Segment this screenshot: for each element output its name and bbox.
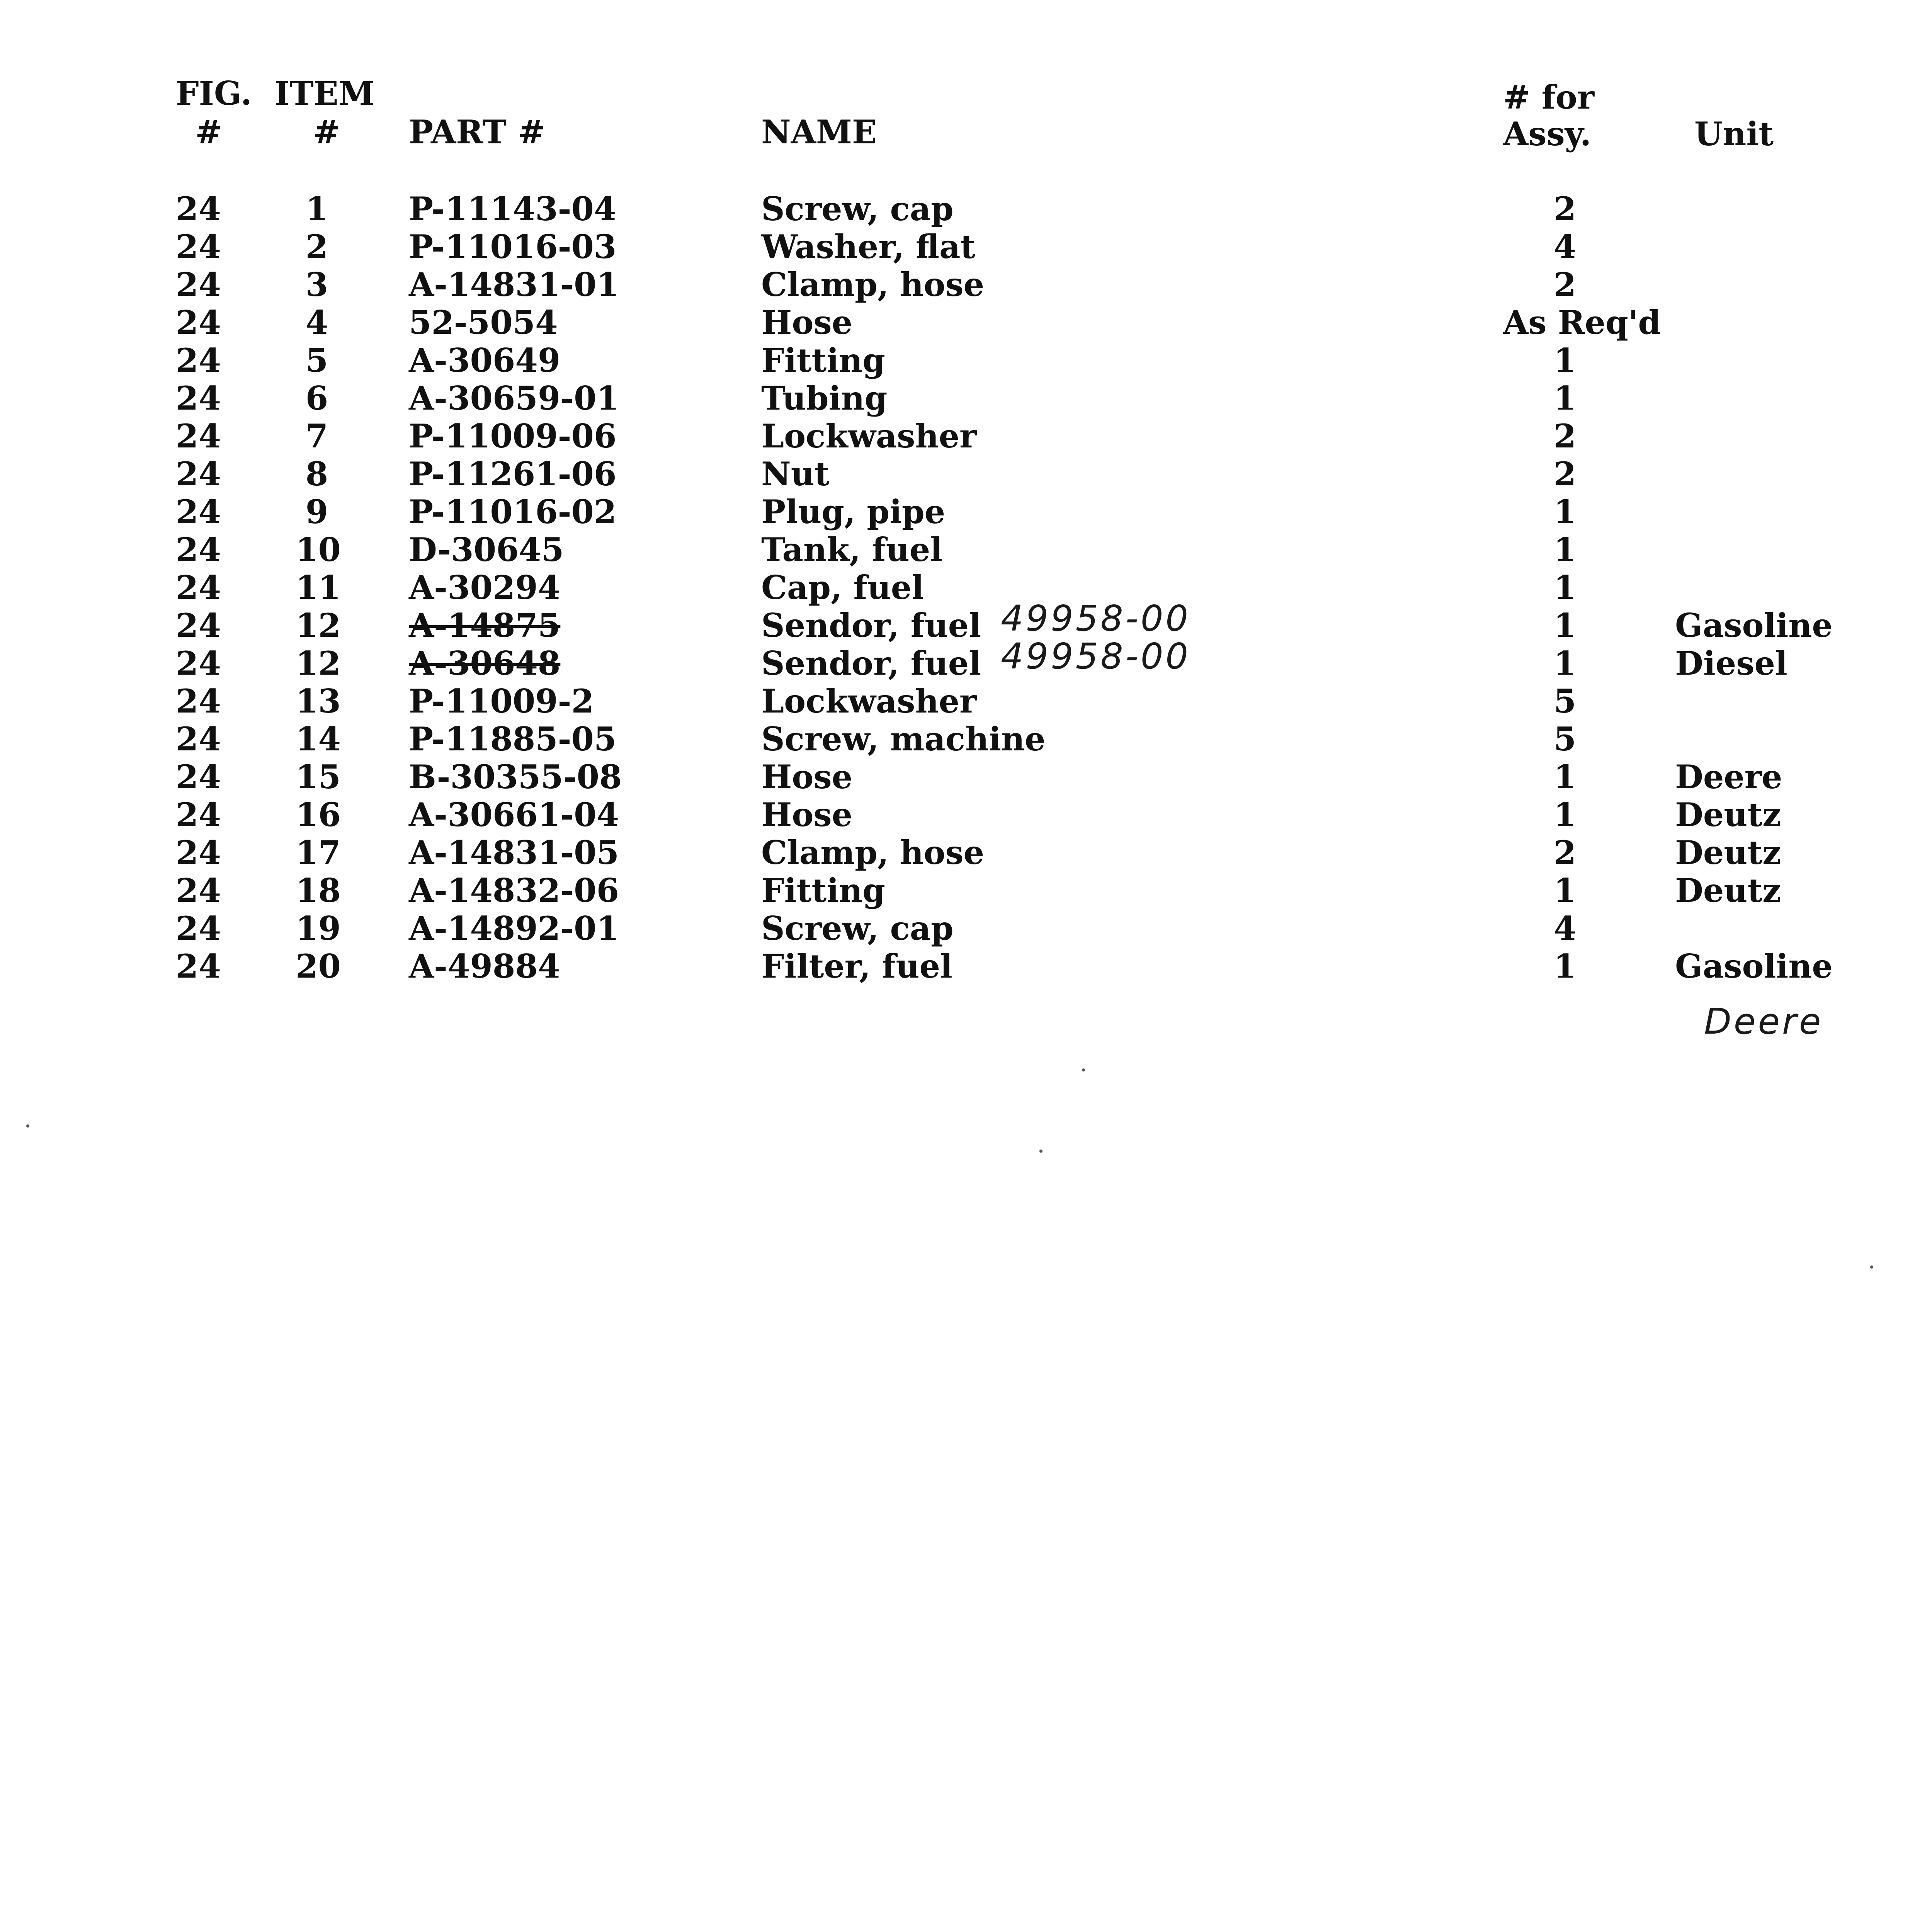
header-fig-hash: # bbox=[195, 113, 223, 151]
name-cell: Plug, pipe bbox=[761, 493, 946, 531]
part-number-cell: P-11885-05 bbox=[409, 720, 617, 758]
quantity-cell: 2 bbox=[1553, 455, 1577, 493]
fig-cell: 24 bbox=[176, 796, 221, 834]
table-row bbox=[0, 796, 1932, 834]
unit-cell: Deutz bbox=[1675, 796, 1781, 834]
unit-cell: Deutz bbox=[1675, 833, 1781, 872]
quantity-cell: 1 bbox=[1553, 606, 1577, 645]
header-qty-assy: Assy. bbox=[1503, 115, 1592, 153]
table-row bbox=[0, 834, 1932, 872]
fig-cell: 24 bbox=[176, 455, 221, 493]
header-part: PART # bbox=[409, 113, 545, 151]
name-cell: Sendor, fuel bbox=[761, 606, 981, 645]
quantity-cell: 1 bbox=[1553, 796, 1577, 834]
fig-cell: 24 bbox=[176, 493, 221, 531]
fig-cell: 24 bbox=[176, 341, 221, 379]
item-cell: 7 bbox=[305, 417, 328, 455]
quantity-cell: 2 bbox=[1553, 833, 1577, 872]
fig-cell: 24 bbox=[176, 909, 221, 947]
part-number-cell: P-11143-04 bbox=[409, 190, 617, 228]
item-cell: 14 bbox=[296, 720, 341, 758]
name-cell: Hose bbox=[761, 796, 853, 834]
name-cell: Sendor, fuel bbox=[761, 644, 981, 682]
part-number-cell: A-30661-04 bbox=[409, 796, 619, 834]
fig-cell: 24 bbox=[176, 303, 221, 342]
name-cell: Clamp, hose bbox=[761, 265, 985, 304]
scan-speck bbox=[1039, 1150, 1043, 1153]
item-cell: 5 bbox=[305, 341, 328, 379]
quantity-cell: 1 bbox=[1553, 947, 1577, 985]
item-cell: 4 bbox=[305, 303, 328, 342]
part-number-cell: P-11261-06 bbox=[409, 455, 617, 493]
part-number-cell: A-14892-01 bbox=[409, 909, 619, 947]
name-cell: Fitting bbox=[761, 871, 885, 910]
item-cell: 18 bbox=[296, 871, 341, 910]
part-number-cell: A-14831-05 bbox=[409, 833, 619, 872]
fig-cell: 24 bbox=[176, 228, 221, 266]
quantity-cell: 1 bbox=[1553, 341, 1577, 379]
part-number-cell: A-30659-01 bbox=[409, 379, 619, 417]
quantity-cell: 1 bbox=[1553, 379, 1577, 417]
fig-cell: 24 bbox=[176, 417, 221, 455]
fig-cell: 24 bbox=[176, 606, 221, 645]
name-cell: Cap, fuel bbox=[761, 568, 924, 607]
table-row bbox=[0, 910, 1932, 947]
name-cell: Tank, fuel bbox=[761, 531, 943, 569]
fig-cell: 24 bbox=[176, 531, 221, 569]
part-number-cell: P-11009-06 bbox=[409, 417, 617, 455]
name-cell: Washer, flat bbox=[761, 228, 976, 266]
item-cell: 11 bbox=[296, 568, 341, 607]
quantity-cell: 5 bbox=[1553, 682, 1577, 720]
part-number-cell: D-30645 bbox=[409, 531, 564, 569]
quantity-cell: 2 bbox=[1553, 190, 1577, 228]
item-cell: 19 bbox=[296, 909, 341, 947]
quantity-cell: 4 bbox=[1553, 228, 1577, 266]
table-row bbox=[0, 190, 1932, 228]
name-cell: Clamp, hose bbox=[761, 833, 985, 872]
name-cell: Nut bbox=[761, 455, 830, 493]
table-row bbox=[0, 636, 1932, 682]
item-cell: 6 bbox=[305, 379, 328, 417]
unit-cell: Deutz bbox=[1675, 871, 1781, 910]
part-number-cell: P-11016-03 bbox=[409, 228, 617, 266]
quantity-cell: As Req'd bbox=[1503, 303, 1661, 342]
table-row bbox=[0, 266, 1932, 304]
name-cell: Filter, fuel bbox=[761, 947, 952, 985]
part-number-cell: P-11016-02 bbox=[409, 493, 617, 531]
fig-cell: 24 bbox=[176, 568, 221, 607]
fig-cell: 24 bbox=[176, 833, 221, 872]
part-number-cell: A-49884 bbox=[409, 947, 561, 985]
parts-table bbox=[0, 190, 1932, 985]
handwritten-part-number: 49958-00 bbox=[1001, 598, 1190, 639]
part-number-cell: A-14832-06 bbox=[409, 871, 619, 910]
item-cell: 16 bbox=[296, 796, 341, 834]
part-number-cell: P-11009-2 bbox=[409, 682, 594, 720]
table-row bbox=[0, 758, 1932, 796]
item-cell: 15 bbox=[296, 758, 341, 796]
table-row bbox=[0, 531, 1932, 569]
table-row bbox=[0, 682, 1932, 720]
quantity-cell: 1 bbox=[1553, 493, 1577, 531]
table-row bbox=[0, 720, 1932, 758]
fig-cell: 24 bbox=[176, 644, 221, 682]
fig-cell: 24 bbox=[176, 720, 221, 758]
item-cell: 2 bbox=[305, 228, 328, 266]
table-row bbox=[0, 872, 1932, 910]
quantity-cell: 4 bbox=[1553, 909, 1577, 947]
quantity-cell: 1 bbox=[1553, 568, 1577, 607]
header-fig-label: FIG. bbox=[176, 74, 252, 112]
fig-cell: 24 bbox=[176, 379, 221, 417]
unit-cell: Deere bbox=[1675, 758, 1782, 796]
part-number-cell: A-30649 bbox=[409, 341, 561, 379]
scan-speck bbox=[1870, 1265, 1873, 1269]
part-number-cell: 52-5054 bbox=[409, 303, 558, 342]
quantity-cell: 2 bbox=[1553, 417, 1577, 455]
header-name: NAME bbox=[761, 113, 877, 151]
header-qty-label: # for bbox=[1503, 78, 1595, 116]
part-number-cell: A-14875 bbox=[409, 606, 561, 645]
item-cell: 13 bbox=[296, 682, 341, 720]
fig-cell: 24 bbox=[176, 758, 221, 796]
fig-cell: 24 bbox=[176, 265, 221, 304]
header-unit: Unit bbox=[1694, 115, 1774, 153]
unit-cell: Gasoline bbox=[1675, 606, 1833, 645]
table-row bbox=[0, 947, 1932, 985]
item-cell: 12 bbox=[296, 606, 341, 645]
item-cell: 8 bbox=[305, 455, 328, 493]
name-cell: Screw, machine bbox=[761, 720, 1046, 758]
name-cell: Hose bbox=[761, 303, 853, 342]
item-cell: 12 bbox=[296, 644, 341, 682]
item-cell: 3 bbox=[305, 265, 328, 304]
table-row bbox=[0, 228, 1932, 266]
name-cell: Screw, cap bbox=[761, 909, 954, 947]
table-row bbox=[0, 304, 1932, 342]
quantity-cell: 5 bbox=[1553, 720, 1577, 758]
handwritten-note: Deere bbox=[1704, 1001, 1823, 1042]
name-cell: Lockwasher bbox=[761, 417, 977, 455]
item-cell: 10 bbox=[296, 531, 341, 569]
item-cell: 20 bbox=[296, 947, 341, 985]
table-row bbox=[0, 598, 1932, 645]
part-number-cell: A-30648 bbox=[409, 644, 561, 682]
scan-speck bbox=[26, 1124, 29, 1128]
handwritten-part-number: 49958-00 bbox=[1001, 636, 1190, 677]
table-row bbox=[0, 342, 1932, 379]
header-item-hash: # bbox=[313, 113, 340, 151]
quantity-cell: 1 bbox=[1553, 758, 1577, 796]
quantity-cell: 1 bbox=[1553, 644, 1577, 682]
unit-cell: Diesel bbox=[1675, 644, 1787, 682]
quantity-cell: 1 bbox=[1553, 531, 1577, 569]
part-number-cell: A-30294 bbox=[409, 568, 561, 607]
fig-cell: 24 bbox=[176, 871, 221, 910]
scan-speck bbox=[1082, 1068, 1085, 1071]
item-cell: 1 bbox=[305, 190, 328, 228]
table-row bbox=[0, 455, 1932, 493]
name-cell: Tubing bbox=[761, 379, 888, 417]
part-number-cell: B-30355-08 bbox=[409, 758, 622, 796]
table-row bbox=[0, 417, 1932, 455]
item-cell: 9 bbox=[305, 493, 328, 531]
header-item-label: ITEM bbox=[274, 74, 374, 112]
table-row bbox=[0, 569, 1932, 607]
part-number-cell: A-14831-01 bbox=[409, 265, 619, 304]
name-cell: Hose bbox=[761, 758, 853, 796]
quantity-cell: 2 bbox=[1553, 265, 1577, 304]
fig-cell: 24 bbox=[176, 190, 221, 228]
fig-cell: 24 bbox=[176, 947, 221, 985]
name-cell: Fitting bbox=[761, 341, 885, 379]
name-cell: Screw, cap bbox=[761, 190, 954, 228]
table-row bbox=[0, 379, 1932, 417]
unit-cell: Gasoline bbox=[1675, 947, 1833, 985]
item-cell: 17 bbox=[296, 833, 341, 872]
fig-cell: 24 bbox=[176, 682, 221, 720]
table-row bbox=[0, 493, 1932, 531]
quantity-cell: 1 bbox=[1553, 871, 1577, 910]
name-cell: Lockwasher bbox=[761, 682, 977, 720]
